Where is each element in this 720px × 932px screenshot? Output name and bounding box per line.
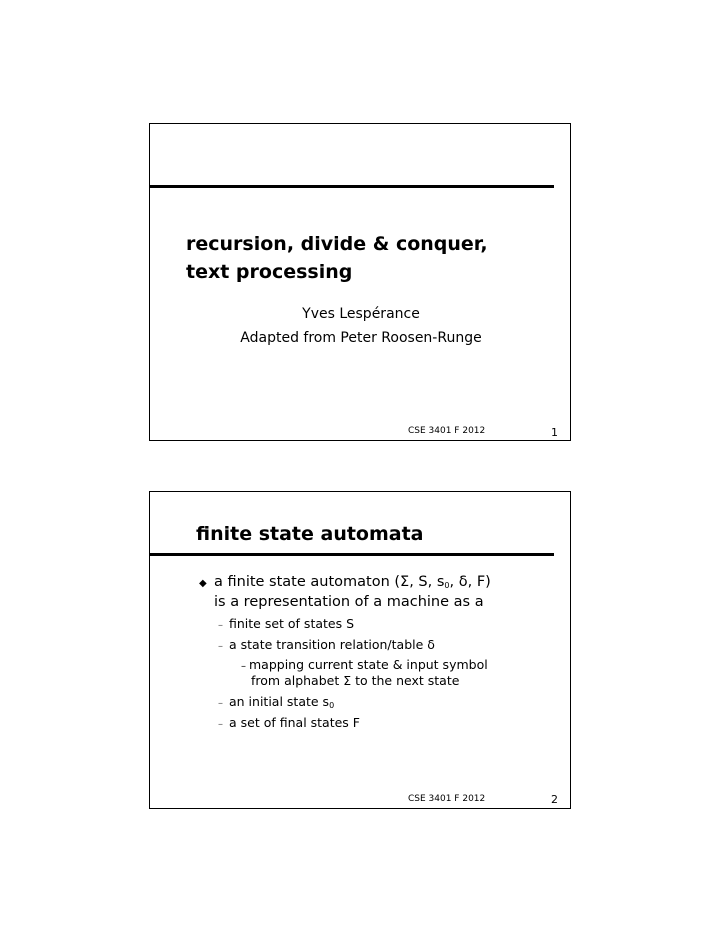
footer-course: CSE 3401 F 2012 (408, 794, 486, 804)
sub-bullet-2: – a state transition relation/table δ (218, 637, 435, 652)
sub-bullet-3: – an initial state $s_0$ (218, 694, 335, 710)
slide-2 (149, 491, 571, 809)
author: Yves Lespérance (302, 306, 420, 322)
sub-bullet-1: – finite set of states S (218, 616, 355, 631)
footer-course: CSE 3401 F 2012 (408, 426, 486, 436)
sub-sub-bullet-line-1: – mapping current state & input symbol (241, 657, 488, 672)
bullet-1-line-2: is a representation of a machine as a (214, 594, 484, 610)
sub-bullet-4: – a set of final states F (218, 715, 360, 730)
slide-title: finite state automata (196, 523, 424, 545)
title-line-1: recursion, divide & conquer, (186, 233, 488, 255)
slide-1 (149, 123, 571, 441)
sub-sub-bullet-line-2: from alphabet Σ to the next state (251, 673, 460, 688)
title-rule (150, 553, 554, 556)
page-number: 1 (551, 426, 558, 439)
bullet-1-line-1: a finite state automaton (Σ, S, $s_0$, δ, F) (214, 574, 491, 590)
title-rule (150, 185, 554, 188)
slide-title (186, 230, 488, 286)
adapted-from: Adapted from Peter Roosen-Runge (240, 330, 482, 346)
page-number: 2 (551, 793, 558, 806)
title-line-2: text processing (186, 261, 353, 283)
diamond-bullet-icon: ◆ (199, 578, 207, 589)
